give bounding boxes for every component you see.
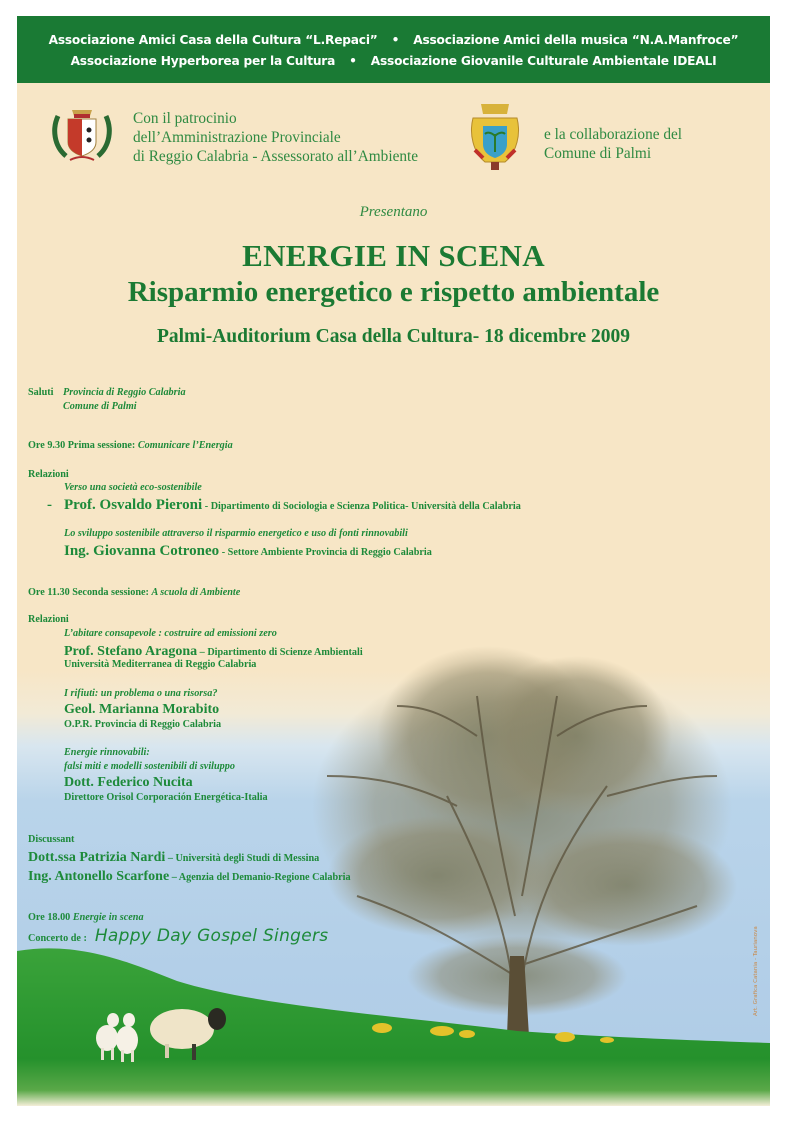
speaker-name: Prof. Stefano Aragona: [64, 644, 198, 659]
relazioni-label: Relazioni: [28, 469, 69, 480]
talk-topic: falsi miti e modelli sostenibili di sviluppo: [64, 761, 235, 772]
saluti-item: Provincia di Reggio Calabria: [63, 387, 186, 398]
intro-text: Presentano: [359, 204, 428, 220]
session-time: Ore 11.30 Seconda sessione:: [28, 587, 149, 598]
talk-topic: Lo sviluppo sostenibile attraverso il risparmio energetico e uso di fonti rinnovabili: [64, 528, 408, 539]
collaboration-text: [544, 125, 682, 163]
discussant-row: [28, 867, 351, 885]
discussant-name: Dott.ssa Patrizia Nardi: [28, 850, 166, 865]
relazioni-label: Relazioni: [28, 614, 69, 625]
event-title: ENERGIE IN SCENA: [242, 238, 545, 273]
organizers-header: [17, 16, 770, 83]
talk-speaker-row: [64, 542, 432, 560]
speaker-name: Prof. Osvaldo Pieroni: [64, 497, 203, 513]
separator-dot: •: [349, 54, 357, 68]
organizer-name: Associazione Amici della musica “N.A.Manfroce”: [413, 33, 739, 47]
speaker-name: Dott. Federico Nucita: [64, 775, 193, 790]
speaker-name: Geol. Marianna Morabito: [64, 702, 220, 717]
talk-speaker-row: [47, 496, 521, 514]
session-time: Ore 9.30 Prima sessione:: [28, 440, 136, 451]
evening-time: Ore 18.00: [28, 912, 71, 923]
organizer-name: Associazione Hyperborea per la Cultura: [70, 54, 336, 68]
patronage-line: di Reggio Calabria - Assessorato all’Ambiente: [133, 148, 419, 165]
patronage-line: Con il patrocinio: [133, 110, 237, 127]
discussant-label: Discussant: [28, 834, 75, 845]
organizer-name: Associazione Giovanile Culturale Ambientale IDEALI: [370, 54, 717, 68]
event-poster: [17, 16, 770, 1106]
separator-dot: •: [391, 33, 400, 47]
discussant-affiliation: – Università degli Studi di Messina: [165, 853, 320, 864]
session-1-heading: [28, 440, 233, 451]
bullet: -: [47, 497, 52, 513]
saluti-item: Comune di Palmi: [63, 401, 137, 412]
collaboration-line: Comune di Palmi: [544, 145, 652, 162]
organizers-line-1: [17, 33, 770, 47]
talk-topic: L’abitare consapevole : costruire ad emissioni zero: [64, 628, 277, 639]
tree-icon: [312, 646, 737, 1036]
talk-topic: I rifiuti: un problema o una risorsa?: [64, 688, 218, 699]
session-2-heading: [28, 587, 240, 598]
provincia-reggio-calabria-crest-icon: [50, 104, 114, 166]
performer-name: Happy Day Gospel Singers: [94, 926, 329, 946]
discussant-affiliation: – Agenzia del Demanio-Regione Calabria: [169, 872, 351, 883]
patronage-text: [133, 109, 418, 166]
collaboration-line: e la collaborazione del: [544, 126, 683, 143]
evening-theme: Energie in scena: [72, 912, 144, 923]
event-venue-date: Palmi-Auditorium Casa della Cultura- 18 dicembre 2009: [156, 326, 631, 347]
comune-palmi-crest-icon: [463, 100, 527, 172]
saluti-label: Saluti: [28, 387, 54, 398]
discussant-row: [28, 848, 319, 866]
speaker-affiliation: Direttore Orisol Corporación Energética-Italia: [64, 792, 268, 803]
concert-row: [28, 926, 328, 946]
speaker-affiliation: - Settore Ambiente Provincia di Reggio Calabria: [219, 547, 432, 558]
speaker-affiliation: Università Mediterranea di Reggio Calabria: [64, 659, 257, 670]
design-credit: Art. Grafica Catania - Taurianova: [753, 926, 759, 1016]
speaker-affiliation: – Dipartimento di Scienze Ambientali: [197, 647, 363, 658]
speaker-affiliation: O.P.R. Provincia di Reggio Calabria: [64, 719, 222, 730]
session-theme: Comunicare l’Energia: [137, 440, 233, 451]
speaker-affiliation: - Dipartimento di Sociologia e Scienza Politica- Università della Calabria: [202, 501, 521, 512]
organizers-line-2: [17, 54, 770, 68]
talk-topic: Verso una società eco-sostenibile: [64, 482, 202, 493]
concert-label: Concerto de :: [28, 933, 87, 944]
patronage-line: dell’Amministrazione Provinciale: [133, 129, 341, 146]
talk-speaker-row: [64, 642, 363, 660]
organizer-name: Associazione Amici Casa della Cultura “L.Repaci”: [48, 33, 378, 47]
event-subtitle: Risparmio energetico e rispetto ambientale: [127, 276, 660, 308]
session-theme: A scuola di Ambiente: [151, 587, 241, 598]
speaker-name: Ing. Giovanna Cotroneo: [64, 543, 220, 559]
evening-heading: [28, 912, 144, 923]
talk-topic: Energie rinnovabili:: [64, 747, 150, 758]
discussant-name: Ing. Antonello Scarfone: [28, 869, 170, 884]
